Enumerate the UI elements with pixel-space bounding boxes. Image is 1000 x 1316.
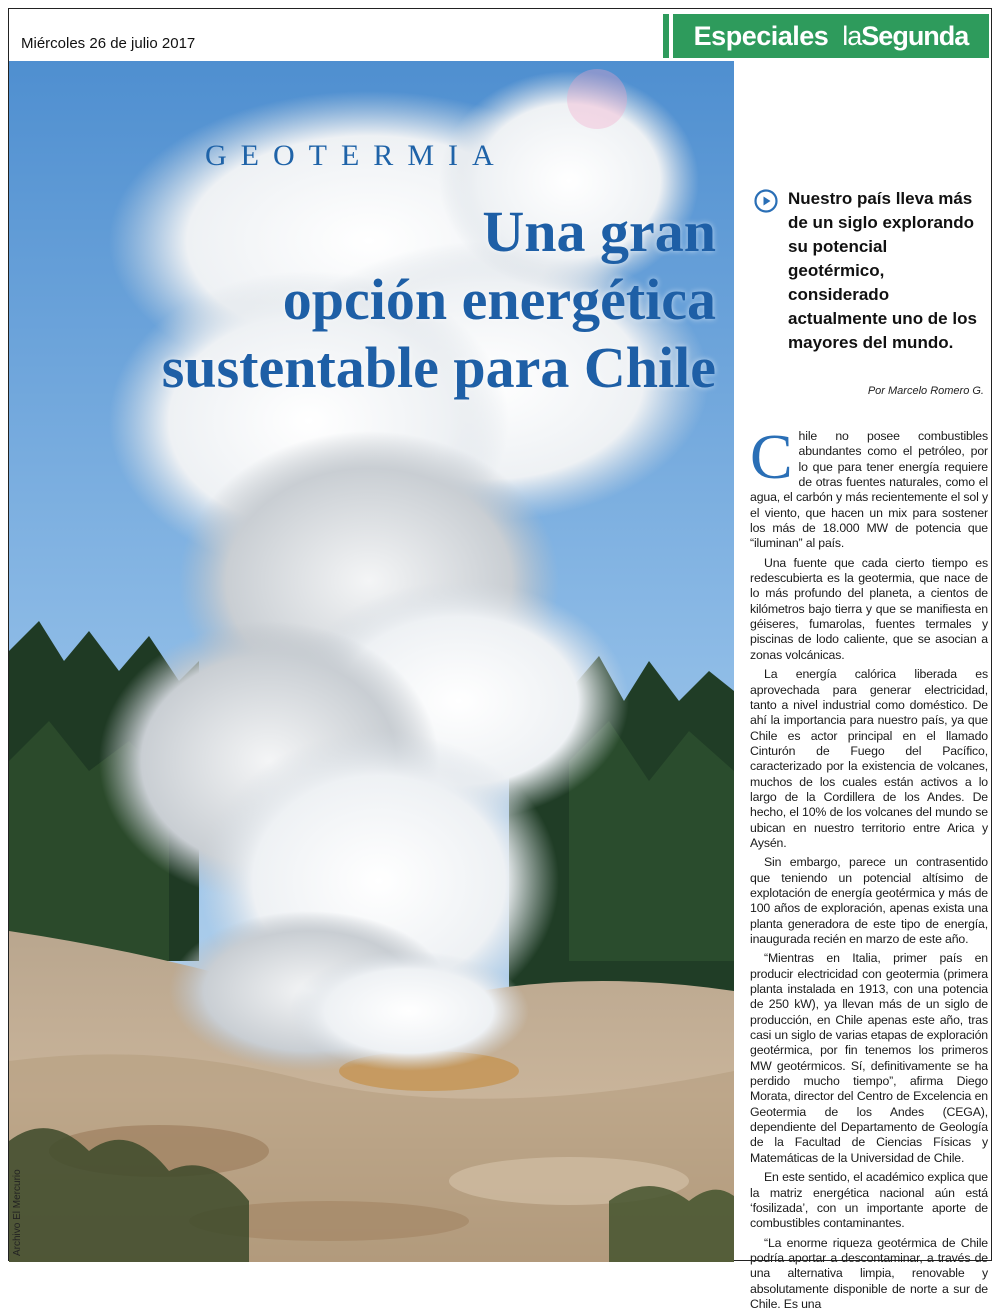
section-banner bbox=[669, 14, 989, 58]
drop-cap: C bbox=[750, 421, 793, 492]
paragraph: La energía calórica liberada es aprovechada para generar electricidad, tanto a nivel industrial como doméstico. De ahí la importancia para nuestro país, ya que Chile es actor principal en el llamado Cinturón de Fuego del Pacífico, caracterizado por la existencia de volcanes, muchos de los cuales están activos a lo largo de la Cordillera de los Andes. De hecho, el 10% de los volcanes del mundo se ubican en nuestro territorio entre Arica y Aysén. bbox=[750, 667, 988, 850]
paragraph: Chile no posee combustibles abundantes como el petróleo, por lo que para tener energía requiere de otras fuentes naturales, como el agua, el carbón y más recientemente el sol y el viento, que hacen un mix para sostener los más de 18.000 MW de potencia que “iluminan” al país. bbox=[750, 421, 988, 551]
article-column bbox=[750, 61, 988, 1316]
summary-text: Nuestro país lleva más de un siglo explorando su potencial geotérmico, considerado actualmente uno de los mayores del mundo. bbox=[788, 189, 977, 352]
paragraph: “La enorme riqueza geotérmica de Chile podría aportar a descontaminar, a través de una alternativa limpia, renovable y absolutamente disponible de norte a sur de Chile. Es una bbox=[750, 1235, 988, 1311]
headline-line-3: sustentable para Chile bbox=[161, 335, 716, 400]
article-summary bbox=[750, 187, 988, 355]
headline-line-2: opción energética bbox=[282, 267, 716, 332]
headline-line-1: Una gran bbox=[482, 199, 716, 264]
article-body bbox=[750, 421, 988, 1312]
page-header bbox=[9, 9, 993, 61]
play-arrow-icon bbox=[754, 189, 778, 213]
paragraph: Una fuente que cada cierto tiempo es redescubierta es la geotermia, que nace de lo más profundo del planeta, a cientos de kilómetros bajo tierra y que se manifiesta en géiseres, fumarolas, fuentes termales y piscinas de lodo caliente, que se asocian a zonas volcánicas. bbox=[750, 555, 988, 662]
geyser-photo bbox=[9, 61, 734, 1262]
newspaper-page bbox=[8, 8, 992, 1311]
section-kicker: GEOTERMIA bbox=[205, 139, 508, 172]
byline: Por Marcelo Romero G. bbox=[867, 385, 984, 397]
section-name: Especiales bbox=[693, 20, 829, 51]
paragraph: Sin embargo, parece un contrasentido que teniendo un potencial altísimo de explotación de energía geotérmica y más de 100 años de exploración, apenas exista una planta generadora de este tipo de energía, inaugurada recién en marzo de este año. bbox=[750, 855, 988, 946]
issue-date: Miércoles 26 de julio 2017 bbox=[21, 35, 196, 52]
paragraph: “Mientras en Italia, primer país en producir electricidad con geotermia (primera planta instalada en 1913, con una potencia de 250 kW), ya llevan más de un siglo de producción, en Chile apenas este año, tras casi un siglo de varias etapas de exploración geotérmica, por fin tenemos los primeros MW geotérmicos. Sí, definitivamente se ha perdido mucho tiempo”, afirma Diego Morata, director del Centro de Excelencia en Geotermia de los Andes (CEGA), dependiente del Departamento de Geología de la Facultad de Ciencias Físicas y Matemáticas de la Universidad de Chile. bbox=[750, 951, 988, 1165]
headline bbox=[26, 198, 716, 402]
publication-logo: laSegunda bbox=[842, 20, 969, 51]
photo-credit: Archivo El Mercurio bbox=[12, 1169, 23, 1256]
paragraph: En este sentido, el académico explica que la matriz energética nacional aún está ‘fosilizada’, con un importante aporte de combustibles contaminantes. bbox=[750, 1170, 988, 1231]
